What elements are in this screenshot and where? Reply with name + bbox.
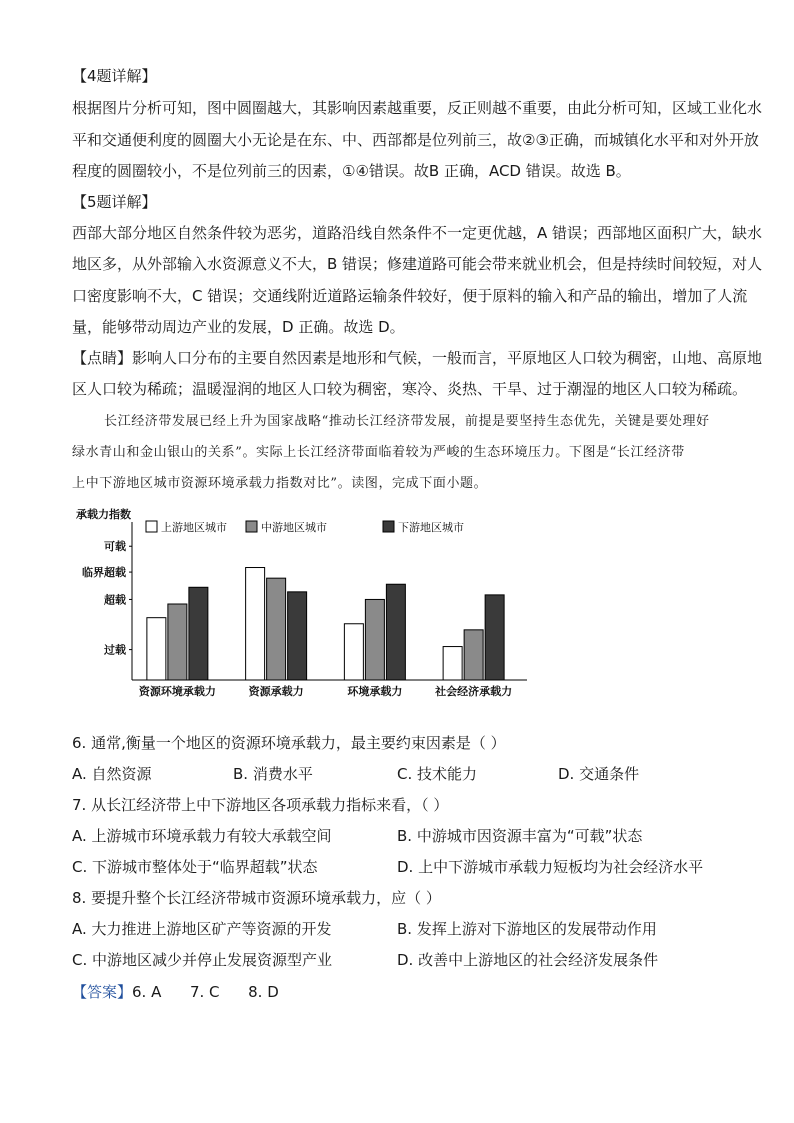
q7-option-b[interactable]: B. 中游城市因资源丰富为“可载”状态 [397, 827, 643, 845]
q7-option-c[interactable]: C. 下游城市整体处于“临界超载”状态 [72, 858, 318, 876]
legend-swatch [246, 521, 257, 532]
q4-line-2: 平和交通便利度的圆圈大小无论是在东、中、西部都是位列前三，故②③正确，而城镇化水平和对外开放 [72, 131, 759, 149]
bar-3-4 [485, 595, 504, 680]
bar-3-2 [288, 592, 307, 680]
q6-option-c[interactable]: C. 技术能力 [397, 765, 478, 783]
y-axis-title: 承载力指数 [76, 508, 131, 521]
q6-option-d[interactable]: D. 交通条件 [558, 765, 640, 783]
q8-option-a[interactable]: A. 大力推进上游地区矿产等资源的开发 [72, 920, 332, 938]
legend-swatch [146, 521, 157, 532]
q6-stem: 6. 通常,衡量一个地区的资源环境承载力，最主要约束因素是（ ） [72, 734, 506, 752]
bar-2-1 [168, 604, 187, 680]
answer-label: 【答案】 [72, 983, 133, 1001]
bar-2-3 [365, 599, 384, 680]
q5-line-2: 地区多，从外部输入水资源意义不大，B 错误；修建道路可能会带来就业机会，但是持续时间较短，对人 [72, 255, 763, 273]
x-tick-label: 环境承载力 [347, 685, 403, 698]
legend-label: 上游地区城市 [161, 521, 227, 534]
legend-swatch [383, 521, 394, 532]
q6-option-a[interactable]: A. 自然资源 [72, 765, 152, 783]
q6-option-b[interactable]: B. 消费水平 [233, 765, 313, 783]
bar-1-3 [344, 624, 363, 680]
q5-line-4: 量，能够带动周边产业的发展，D 正确。故选 D。 [72, 318, 405, 336]
q8-option-c[interactable]: C. 中游地区减少并停止发展资源型产业 [72, 951, 333, 969]
bar-2-2 [267, 578, 286, 680]
y-level-label: 过载 [104, 643, 126, 657]
q7-option-d[interactable]: D. 上中下游城市承载力短板均为社会经济水平 [397, 858, 704, 876]
bar-1-1 [147, 618, 166, 680]
carrying-capacity-chart [60, 500, 540, 705]
q4-line-3: 程度的圆圈较小，不是位列前三的因素，①④错误。故B 正确，ACD 错误。故选 B。 [72, 162, 631, 180]
bar-1-2 [246, 568, 265, 680]
y-level-label: 超载 [104, 593, 126, 607]
x-tick-label: 资源环境承载力 [138, 685, 216, 698]
x-tick-label: 社会经济承载力 [435, 685, 513, 698]
passage-line-1: 长江经济带发展已经上升为国家战略“推动长江经济带发展，前提是要坚持生态优先，关键是要处理好 [104, 414, 710, 429]
tip-line-1: 【点睛】影响人口分布的主要自然因素是地形和气候，一般而言，平原地区人口较为稠密，山地、高原地 [72, 349, 763, 367]
q5-line-1: 西部大部分地区自然条件较为恶劣，道路沿线自然条件不一定更优越，A 错误；西部地区面积广大，缺水 [72, 224, 763, 242]
answer-line [72, 982, 279, 1002]
y-level-label: 临界超载 [82, 566, 126, 580]
bar-3-3 [386, 584, 405, 680]
bar-2-4 [464, 630, 483, 680]
q7-stem: 7. 从长江经济带上中下游地区各项承载力指标来看，（ ） [72, 796, 449, 814]
bar-3-1 [189, 587, 208, 680]
legend-label: 中游地区城市 [261, 521, 327, 534]
passage-line-2: 绿水青山和金山银山的关系”。实际上长江经济带面临着较为严峻的生态环境压力。下图是“长江经济带 [72, 445, 685, 460]
x-tick-label: 资源承载力 [248, 685, 304, 698]
q8-option-d[interactable]: D. 改善中上游地区的社会经济发展条件 [397, 951, 659, 969]
tip-line-2: 区人口较为稀疏；温暖湿润的地区人口较为稠密，寒冷、炎热、干旱、过于潮湿的地区人口较为稀疏。 [72, 380, 748, 398]
q7-option-a[interactable]: A. 上游城市环境承载力有较大承载空间 [72, 827, 332, 845]
answer-values: 6. A 7. C 8. D [132, 983, 279, 1001]
q8-option-b[interactable]: B. 发挥上游对下游地区的发展带动作用 [397, 920, 657, 938]
q8-stem: 8. 要提升整个长江经济带城市资源环境承载力，应（ ） [72, 889, 441, 907]
q4-line-1: 根据图片分析可知，图中圆圈越大，其影响因素越重要，反正则越不重要，由此分析可知，区域工业化水 [72, 99, 763, 117]
q5-line-3: 口密度影响不大，C 错误；交通线附近道路运输条件较好，便于原料的输入和产品的输出，增加了人流 [72, 287, 748, 305]
passage-line-3: 上中下游地区城市资源环境承载力指数对比”。读图，完成下面小题。 [72, 476, 488, 491]
legend-label: 下游地区城市 [398, 521, 464, 534]
q4-heading: 【4题详解】 [72, 67, 157, 85]
bar-1-4 [443, 647, 462, 680]
y-level-label: 可载 [104, 540, 126, 554]
q5-heading: 【5题详解】 [72, 193, 157, 211]
